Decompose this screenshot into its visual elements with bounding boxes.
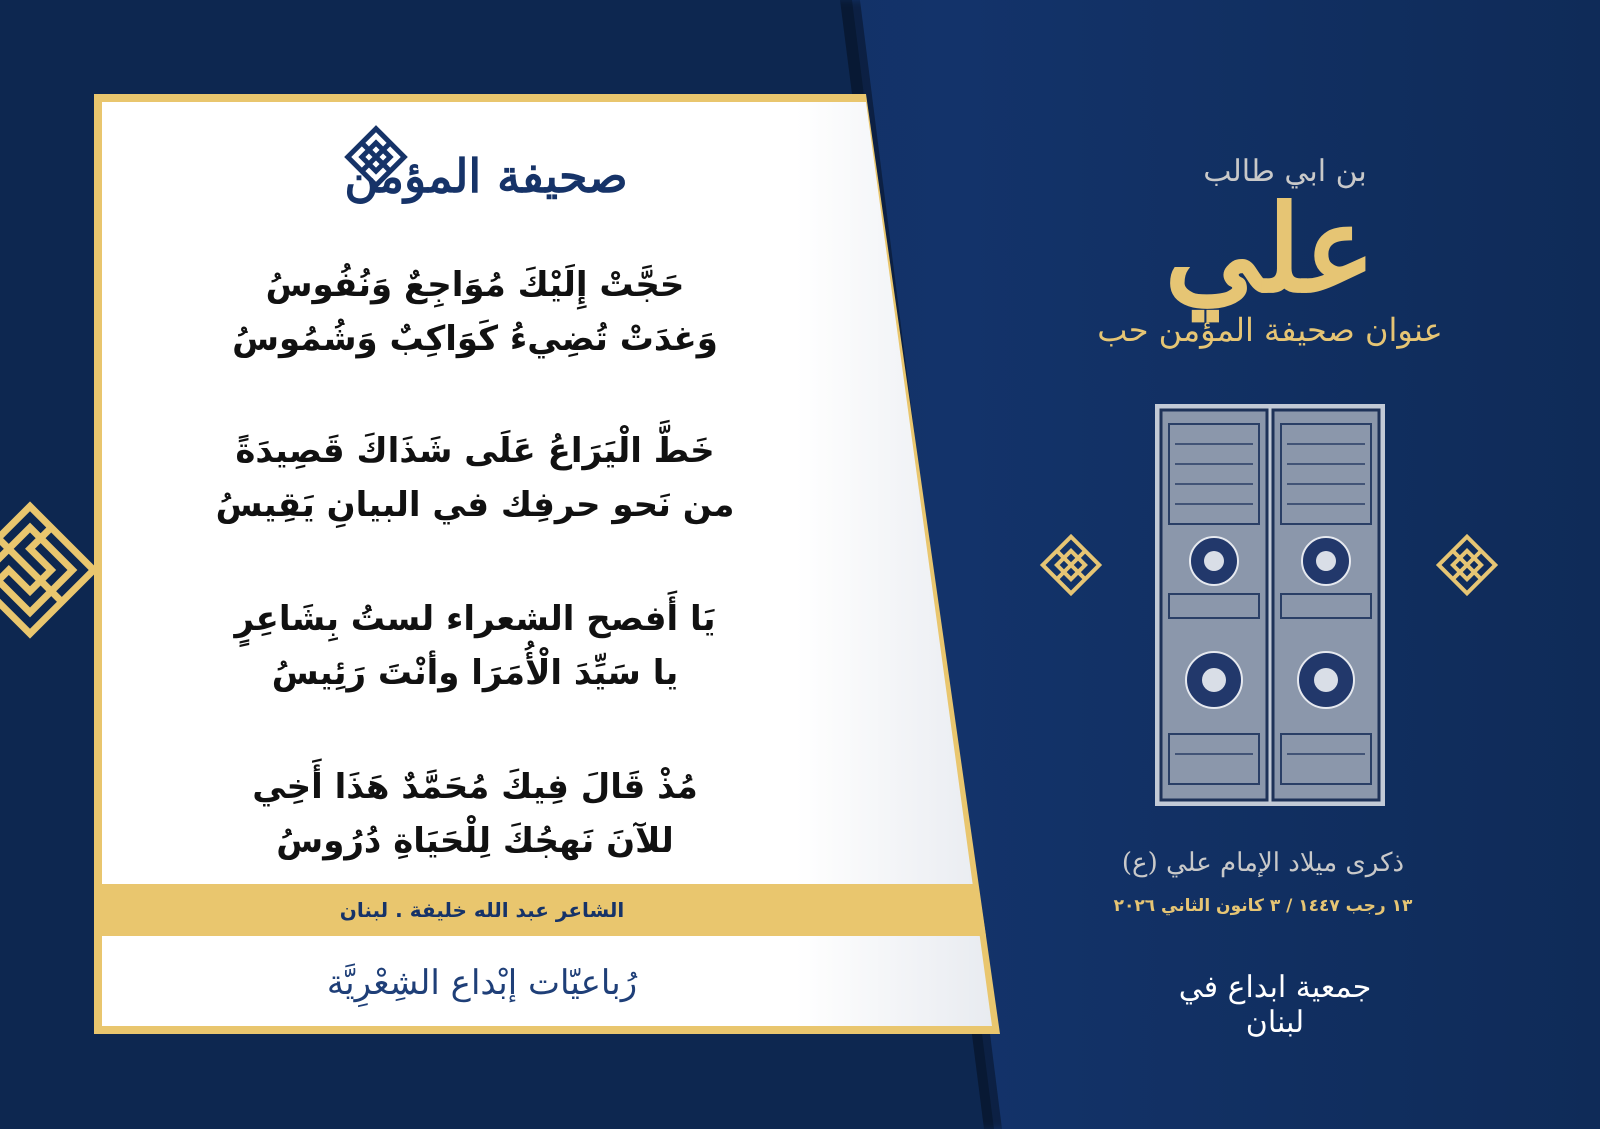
poem-line: مُذْ قَالَ فِيكَ مُحَمَّدٌ هَذَا أَخِي	[252, 767, 698, 807]
poem-stanza-4	[120, 760, 830, 868]
logo-text: صحيفة المؤمن	[344, 149, 628, 203]
kufic-ornament-left-icon	[0, 500, 100, 640]
kaaba-door-icon	[1155, 404, 1385, 806]
poem-line: وَغدَتْ تُضِيءُ كَوَاكِبٌ وَشُمُوسُ	[232, 319, 718, 359]
poem-line: للآنَ نَهجُكَ لِلْحَيَاةِ دُرُوسُ	[276, 821, 674, 861]
poem-stanza-1	[120, 258, 830, 366]
ali-calligraphy	[1070, 96, 1470, 366]
poet-name: الشاعر عبد الله خليفة . لبنان	[339, 898, 625, 922]
sahifat-almumin-logo	[344, 112, 628, 227]
association-logo: جمعية ابداع في لبنان	[1178, 970, 1372, 1040]
poem-line: خَطَّ الْيَرَاعُ عَلَى شَذَاكَ قَصِيدَةً	[235, 431, 715, 471]
poem-line: من نَحو حرفِك في البيانِ يَقِيسُ	[215, 485, 735, 525]
series-title: رُباعيّات إبْداع الشِعْرِيَّة	[326, 963, 638, 1003]
poem-line: يَا أَفصح الشعراء لستُ بِشَاعِرٍ	[234, 599, 716, 639]
kufic-ornament-icon	[1036, 530, 1106, 600]
poem-stanza-2	[120, 424, 830, 532]
calligraphy-main: علي	[1164, 179, 1376, 320]
poem-line: يا سَيِّدَ الْأُمَرَا وأنْتَ رَئِيسُ	[271, 653, 679, 693]
kufic-ornament-icon	[1432, 530, 1502, 600]
poem-stanza-3	[120, 592, 830, 700]
occasion-text: ذكرى ميلاد الإمام علي (ع)	[1121, 848, 1405, 878]
calligraphy-bottom: عنوان صحيفة المؤمن حب	[1097, 311, 1443, 349]
occasion-date: ١٣ رجب ١٤٤٧ / ٣ كانون الثاني ٢٠٢٦	[1113, 896, 1413, 916]
kufic-logo-icon	[344, 112, 628, 227]
calligraphy-sub: بن ابي طالب	[1203, 154, 1367, 189]
poem-line: حَجَّتْ إِلَيْكَ مُوَاجِعٌ وَنُفُوسُ	[265, 265, 685, 305]
